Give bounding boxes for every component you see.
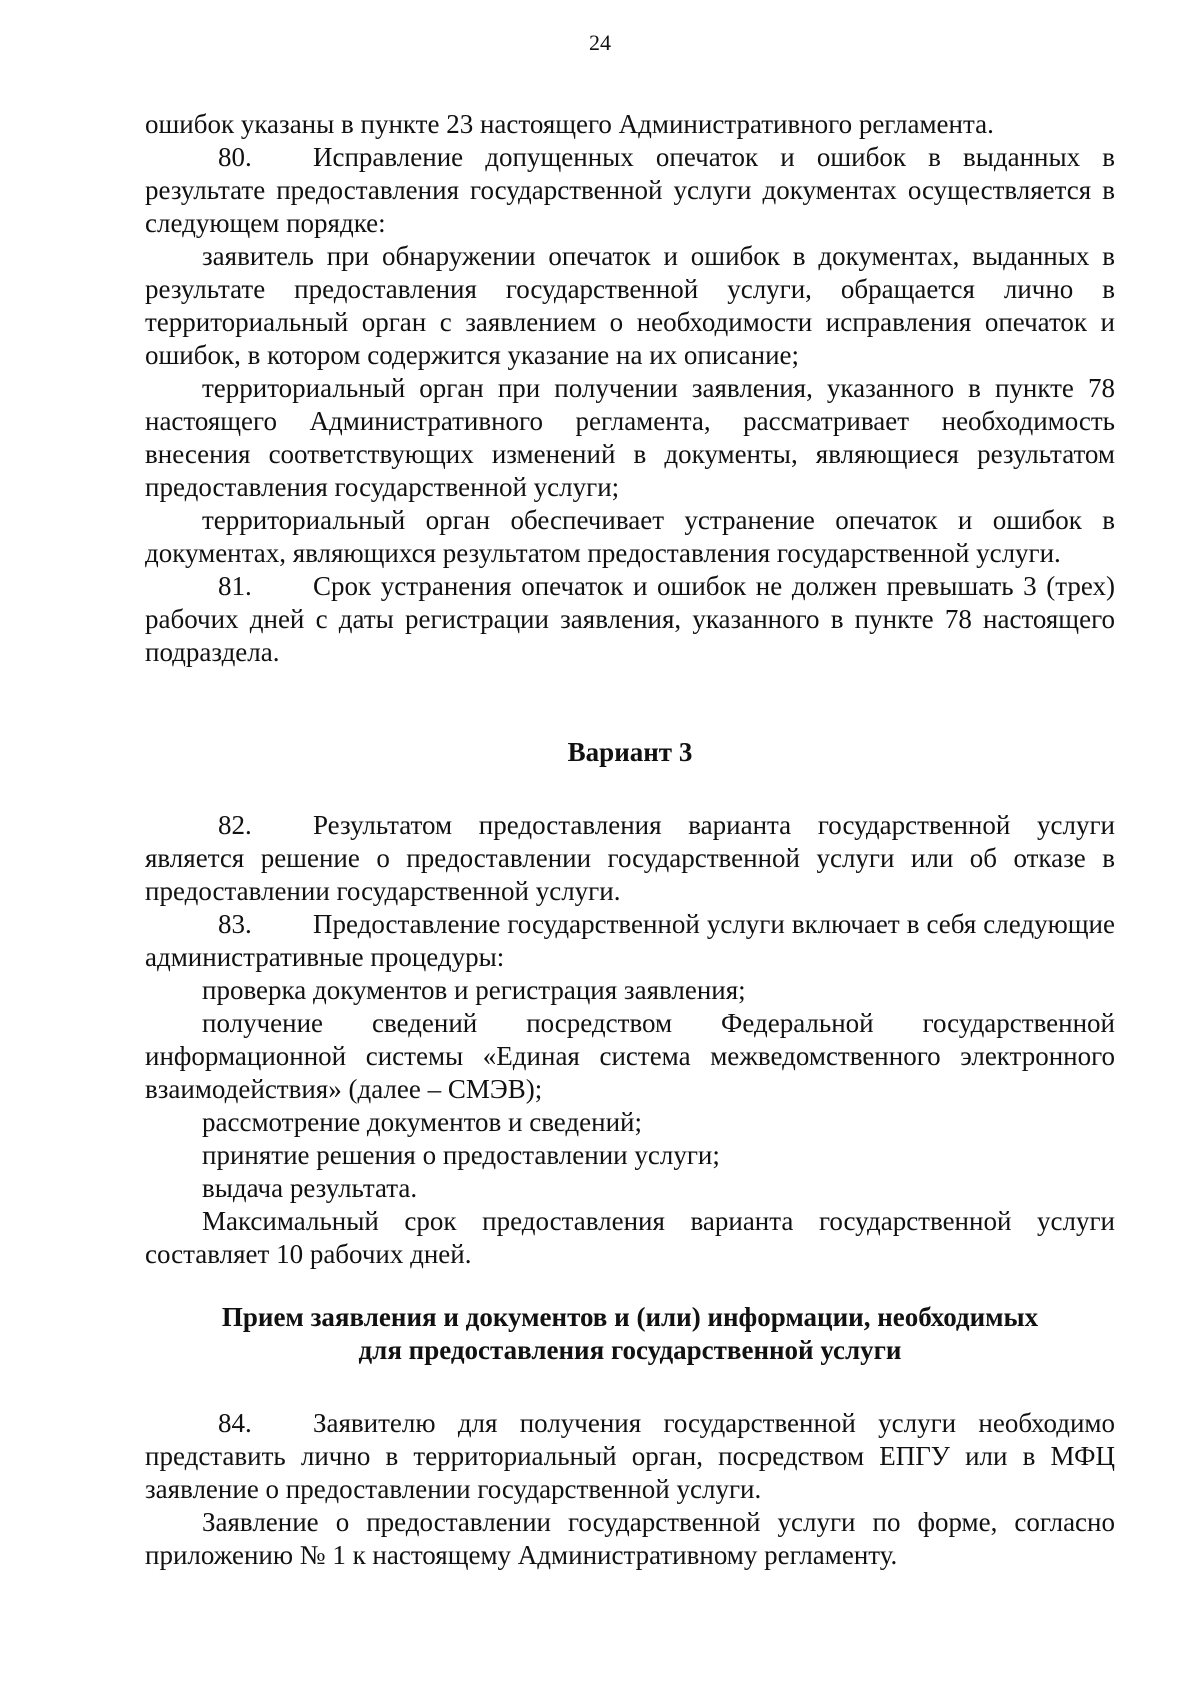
paragraph: проверка документов и регистрация заявления; — [202, 975, 746, 1005]
paragraph: территориальный орган при получении заявления, указанного в пункте 78 настоящего Административного регламента, рассматривает необходимость внесения соответствующих изменений в документы, являющиеся результатом предоставления государственной услуги; — [145, 373, 1115, 502]
numbered-paragraph — [145, 908, 1115, 974]
paragraph-number: 81. — [218, 571, 252, 601]
paragraphs-top — [145, 108, 1115, 669]
paragraph: принятие решения о предоставлении услуги; — [202, 1140, 720, 1170]
paragraph-text: Исправление допущенных опечаток и ошибок в выданных в результате предоставления государственной услуги документах осуществляется в следующем порядке: — [145, 142, 1115, 238]
numbered-paragraph — [145, 1407, 1115, 1506]
paragraph-number: 80. — [218, 142, 252, 172]
numbered-paragraph — [145, 141, 1115, 240]
paragraph: получение сведений посредством Федеральной государственной информационной системы «Единая система межведомственного электронного взаимодействия» (далее – СМЭВ); — [145, 1008, 1115, 1104]
paragraph: выдача результата. — [202, 1173, 418, 1203]
paragraph: Максимальный срок предоставления варианта государственной услуги составляет 10 рабочих дней. — [145, 1206, 1115, 1269]
paragraph-number: 82. — [218, 810, 252, 840]
paragraph: Заявление о предоставлении государственной услуги по форме, согласно приложению № 1 к настоящему Административному регламенту. — [145, 1507, 1115, 1570]
paragraph-text: Предоставление государственной услуги включает в себя следующие административные процедуры: — [145, 909, 1115, 972]
numbered-paragraph — [145, 570, 1115, 669]
paragraph-text: Результатом предоставления варианта государственной услуги является решение о предоставлении государственной услуги или об отказе в предоставлении государственной услуги. — [145, 810, 1115, 906]
variant-heading: Вариант 3 — [567, 737, 693, 767]
paragraph: заявитель при обнаружении опечаток и ошибок в документах, выданных в результате предоставления государственной услуги, обращается лично в территориальный орган с заявлением о необходимости исправления опечаток и ошибок, в котором содержится указание на их описание; — [145, 241, 1115, 370]
paragraph-text: Срок устранения опечаток и ошибок не должен превышать 3 (трех) рабочих дней с даты регистрации заявления, указанного в пункте 78 настоящего подраздела. — [145, 571, 1115, 667]
continuation-paragraph: ошибок указаны в пункте 23 настоящего Административного регламента. — [145, 109, 994, 139]
paragraph: территориальный орган обеспечивает устранение опечаток и ошибок в документах, являющихся результатом предоставления государственной услуги. — [145, 505, 1115, 568]
paragraphs-middle — [145, 809, 1115, 1271]
paragraph: рассмотрение документов и сведений; — [202, 1107, 642, 1137]
page-number: 24 — [589, 30, 611, 55]
paragraph-number: 84. — [218, 1408, 252, 1438]
section-heading — [145, 1301, 1115, 1367]
section-heading-line-1: Прием заявления и документов и (или) информации, необходимых — [221, 1302, 1039, 1332]
paragraph-number: 83. — [218, 909, 252, 939]
paragraphs-bottom — [145, 1407, 1115, 1572]
section-heading-line-2: для предоставления государственной услуги — [358, 1335, 902, 1365]
paragraph-text: Заявителю для получения государственной услуги необходимо представить лично в территориальный орган, посредством ЕПГУ или в МФЦ заявление о предоставлении государственной услуги. — [145, 1408, 1115, 1504]
numbered-paragraph — [145, 809, 1115, 908]
document-body — [145, 108, 1115, 1572]
